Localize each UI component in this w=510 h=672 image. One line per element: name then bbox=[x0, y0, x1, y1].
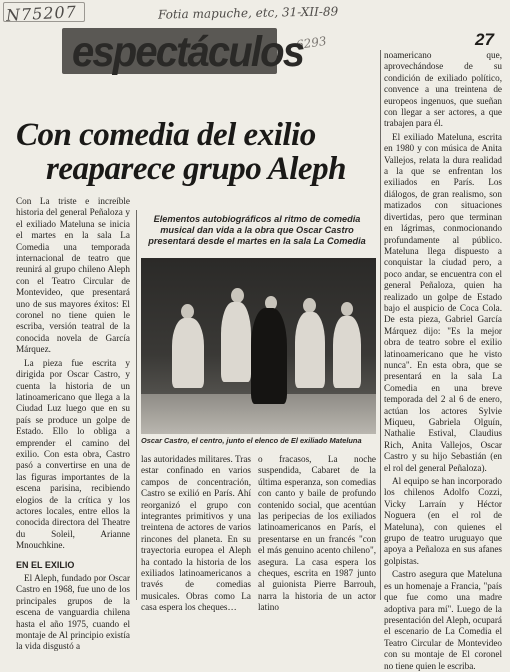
paragraph: noamericano que, aprovechándose de su condición de exiliado político, convence a una treintena de europeos ingenuos, que sueñan con llegar a ser actores, a que trabajen para él. bbox=[384, 50, 502, 129]
paragraph: Con La triste e increíble historia del general Peñaloza y el exiliado Mateluna se inicia el martes en la sala La Comedia una temporada internacional de teatro que reunirá al grupo chileno Aleph con el Teatro Circular de Montevideo, que presentará uno de sus mayores éxitos: El coronel no tiene quien le escriba, versión teatral de la conocida novela de García Márquez. bbox=[16, 196, 130, 355]
headline-line-2: reaparece grupo Aleph bbox=[46, 151, 346, 187]
stage-photo bbox=[141, 258, 376, 434]
paragraph: Castro asegura que Mateluna es un homenaje a Francia, "país que fue como una madre adoptiva para mí". Luego de la presentación del Aleph, ocupará el escenario de La Comedia el Teatro Circular de Montevideo con su montaje de El coronel no tiene quien le escriba. bbox=[384, 569, 502, 671]
actor-figure bbox=[295, 312, 325, 388]
section-title: espectáculos bbox=[72, 28, 304, 76]
photo-caption: Oscar Castro, el centro, junto el elenco de El exiliado Mateluna bbox=[141, 436, 362, 445]
paragraph: El Aleph, fundado por Oscar Castro en 1968, fue uno de los principales grupos de la escena de vanguardia chilena hasta el año 1975, cuando el montaje de Al principio existía la vida disgustó a bbox=[16, 573, 130, 652]
paragraph: o fracasos, La noche suspendida, Cabaret de la última esperanza, son comedias con canto y baile de profundo contenido social, que acentúan las peripecias de los exiliados latinoamericanos en París, el presentarse en un francés "con el más genuino acento chileno", asegura. La casa espera los cheques, escrita en 1987 junto al guionista Pierre Barrouh, narra la historia de un actor latino bbox=[258, 454, 376, 613]
paragraph: las autoridades militares. Tras estar confinado en varios campos de concentración, Castro se exilió en París. Ahí reorganizó el grupo con integrantes primitivos y una treintena de actores de varios rincones del planeta. En su trayectoria europea el Aleph ha contado la historia de los exiliados latinoamericanos a través de comedias musicales. Obras como La casa espera los cheques… bbox=[141, 454, 251, 613]
right-column bbox=[384, 50, 502, 671]
handwritten-source-date: Fotia mapuche, etc, 31-XII-89 bbox=[157, 4, 339, 22]
left-column bbox=[16, 196, 130, 652]
paragraph: Al equipo se han incorporado los chilenos Adolfo Cozzi, Vicky Larraín y Héctor Noguera (en el rol de Mateluna), con quienes el grupo de teatro uruguayo que apoya a Peñaloza en sus afanes golpistas. bbox=[384, 476, 502, 566]
actor-head bbox=[231, 288, 244, 303]
actor-head bbox=[303, 298, 316, 313]
headline-line-1: Con comedia del exilio bbox=[16, 117, 316, 153]
actor-figure bbox=[333, 316, 361, 388]
column-divider bbox=[380, 50, 381, 600]
subheading: EN EL EXILIO bbox=[16, 559, 75, 570]
actor-figure bbox=[172, 318, 204, 388]
middle-column-b bbox=[258, 454, 376, 613]
article-headline bbox=[16, 118, 376, 186]
actor-head bbox=[341, 302, 353, 316]
paragraph: La pieza fue escrita y dirigida por Oscar Castro, y cuenta la historia de un latinoamericano que llega a la Ciudad Luz luego que en su país se produce un golpe de Estado. Ello lo obliga a emprender el camino del exilio. Con esta obra, Castro pasó a convertirse en una de las figuras importantes de la escena parisina, recibiendo elogios de la crítica y los actores locales, entre ellos la conocida directora del Theatre du Soleil, Arianne Mnouchkine. bbox=[16, 357, 130, 551]
handwritten-archive-id: N75207 bbox=[5, 2, 78, 25]
column-divider bbox=[136, 210, 137, 600]
middle-column-a bbox=[141, 454, 251, 613]
actor-figure bbox=[221, 302, 251, 382]
actor-figure bbox=[251, 308, 287, 404]
article-lead: Elementos autobiográficos al ritmo de comedia musical dan vida a la obra que Oscar Castro presentará desde el martes en la sala La Comedia bbox=[148, 214, 366, 247]
handwritten-page-code: 6293 bbox=[295, 33, 328, 53]
paragraph: El exiliado Mateluna, escrita en 1980 y con música de Anita Vallejos, relata la dura realidad a la que se enfrentan los exiliados en París. Los diálogos, de gran realismo, son matizados con situaciones divertidas, pero que terminan en lágrimas, conmocionando profundamente al público. Mateluna llega dispuesto a conquistar la ciudad pero, a poco andar, se encuentra con el general Peñaloza, quien ha realizado un golpe de Estado bajo el auspicio de Coca Cola. De esta pieza, Gabriel García Márquez dijo: "Es la mejor obra de teatro sobre el exilio latinoamericano que he visto nunca". En esta obra, que se presentará en la sala La Comedia en una breve temporada del 2 al 6 de enero, actúan los actores Sylvie Miqueu, Gabriela Olguín, Nathalie Estival, Claudius Rich, Anita Vallejos, Oscar Castro y su hijo Sebastián (en el rol del general Peñaloza). bbox=[384, 131, 502, 473]
actor-head bbox=[181, 304, 194, 319]
page-number: 27 bbox=[475, 30, 494, 49]
